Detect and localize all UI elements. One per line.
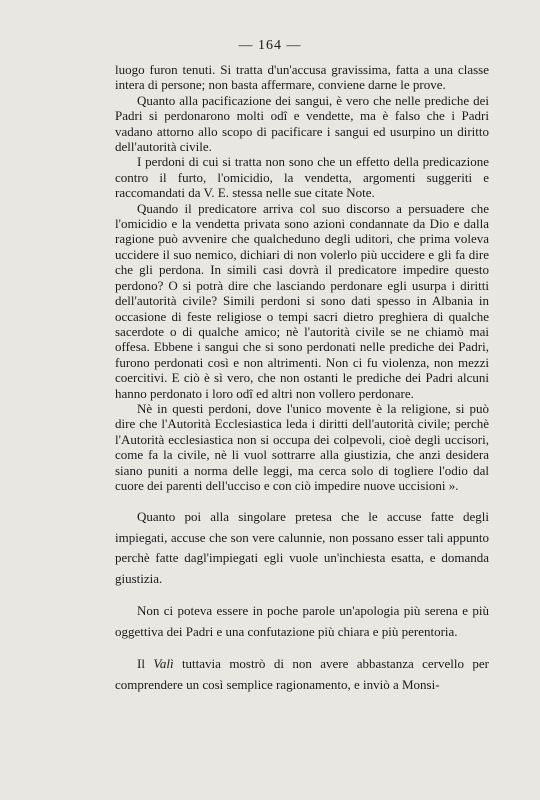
paragraph: Quando il predicatore arriva col suo discorso a persuadere che l'omicidio e la vendetta privata sono azioni condannate da Dio e dalla ragione può avvenire che qualcheduno degli uditori, che prima voleva uccidere il suo nemico, dichiari di non volerlo più uccidere e gli fa dire che gli perdona. In simili casi dovrà il predicatore impedire questo perdono? O si potrà dire che lasciando perdonare egli usurpa i diritti dell'autorità civile? Simili perdoni si sono dati spesso in Albania in occasione di feste religiose o tempi sacri dietro preghiera di qualche sacerdote o di qualche amico; nè l'autorità civile se ne chiamò mai offesa. Ebbene i sangui che si sono perdonati nelle prediche dei Padri, furono perdonati così e non altrimenti. Non ci fu violenza, non mezzi coercitivi. E ciò è sì vero, che non ostanti le prediche dei Padri alcuni hanno perdonato i loro odî ed altri non vollero perdonare. xyxy=(115,200,489,401)
paragraph: luogo furon tenuti. Si tratta d'un'accusa gravissima, fatta a una classe intera di persone; non basta affermare, conviene darne le prove. xyxy=(115,62,489,93)
paragraph: Quanto alla pacificazione dei sangui, è vero che nelle prediche dei Padri si perdonarono molti odî e vendette, ma è falso che i Padri vadano attorno allo scopo di pacificare i sangui ed usurpino un diritto dell'autorità civile. xyxy=(115,92,489,155)
paragraph: Quanto poi alla singolare pretesa che le accuse fatte degli impiegati, accuse che son vere calunnie, non possano esser tali appunto perchè fatte dagl'impiegati egli vuole un'inchiesta esatta, e domanda giustizia. xyxy=(115,509,489,586)
paragraph: Nè in questi perdoni, dove l'unico movente è la religione, si può dire che l'Autorità Ecclesiastica leda i diritti dell'autorità civile; perchè l'Autorità ecclesiastica non si occupa dei colpevoli, cioè degli uccisori, come fa la civile, nè li vuol sottrarre alla giustizia, che anzi desidera siano puniti a norma delle leggi, ma cerca solo di togliere l'odio dal cuore dei parenti dell'ucciso e con ciò impedire nuove uccisioni ». xyxy=(115,400,489,493)
paragraph-rest: tuttavia mostrò di non avere abbastanza cervello per comprendere un così semplice ragionamento, e inviò a Monsi- xyxy=(115,656,489,692)
paragraph-lead: Il xyxy=(137,656,154,672)
paragraph xyxy=(115,654,489,695)
body-text xyxy=(115,62,489,695)
page-number: — 164 — xyxy=(238,38,302,53)
person-name: Valì xyxy=(153,656,174,672)
paragraph: Non ci poteva essere in poche parole un'apologia più serena e più oggettiva dei Padri e una confutazione più chiara e più perentoria. xyxy=(115,603,489,639)
paragraph: I perdoni di cui si tratta non sono che un effetto della predicazione contro il furto, l'omicidio, la vendetta, argomenti suggeriti e raccomandati da V. E. stessa nelle sue citate Note. xyxy=(115,154,489,201)
